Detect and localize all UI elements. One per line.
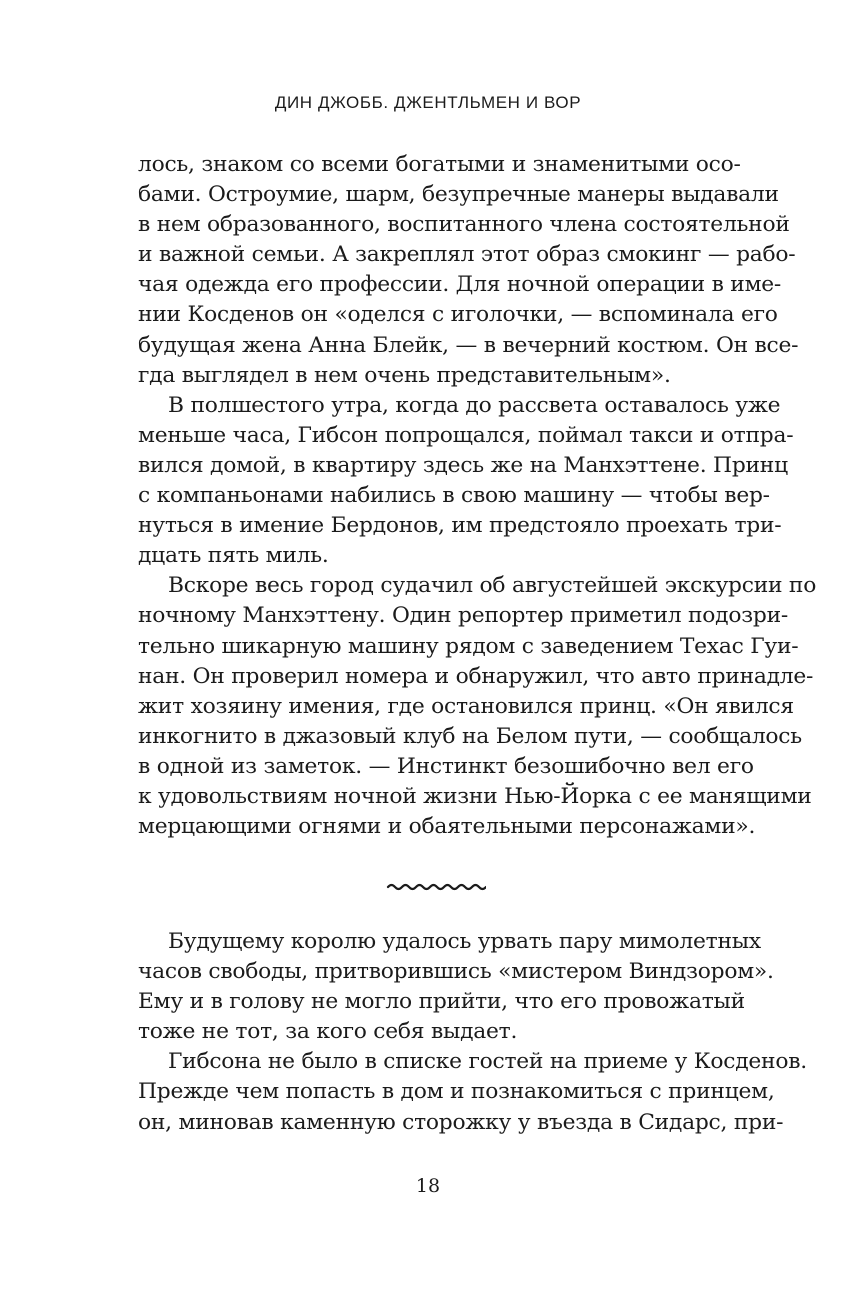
text-line: Будущему королю удалось урвать пару мимолетных [168, 929, 761, 954]
text-line: нан. Он проверил номера и обнаружил, что авто принадле- [138, 663, 814, 689]
text-line: тоже не тот, за кого себя выдает. [138, 1019, 518, 1045]
text-line: Ему и в голову не могло прийти, что его провожатый [138, 989, 745, 1015]
text-line: лось, знаком со всеми богатыми и знаменитыми осо- [138, 152, 741, 177]
text-line: жит хозяину имения, где остановился принц. «Он явился [138, 693, 794, 719]
text-line: Гибсона не было в списке гостей на приеме у Косденов. [168, 1049, 807, 1075]
text-line: В полшестого утра, когда до рассвета оставалось уже [168, 392, 781, 418]
page-number: 18 [415, 1175, 441, 1197]
text-line: нии Косденов он «оделся с иголочки, — вспоминала его [138, 302, 778, 328]
text-line: гда выглядел в нем очень представительным». [138, 362, 671, 388]
text-line: дцать пять миль. [138, 543, 329, 569]
text-line: ночному Манхэттену. Один репортер приметил подозри- [138, 603, 788, 629]
text-line: часов свободы, притворившись «мистером Виндзором». [138, 959, 774, 985]
text-line: к удовольствиям ночной жизни Нью-Йорка с ее манящими [138, 783, 812, 809]
text-line: он, миновав каменную сторожку у въезда в Сидарс, при- [138, 1109, 784, 1135]
section-after-break [138, 927, 807, 1138]
text-line: и важной семьи. А закреплял этот образ смокинг — рабо- [138, 242, 796, 268]
text-line: мерцающими огнями и обаятельными персонажами». [138, 814, 756, 840]
text-line: в нем образованного, воспитанного члена состоятельной [138, 212, 790, 238]
section-break-ornament [386, 881, 486, 893]
running-title: ДИН ДЖОББ. ДЖЕНТЛЬМЕН И ВОР [274, 93, 582, 112]
text-line: будущая жена Анна Блейк, — в вечерний костюм. Он все- [138, 332, 799, 358]
text-line: нуться в имение Бердонов, им предстояло проехать три- [138, 513, 782, 539]
text-line: инкогнито в джазовый клуб на Белом пути, — сообщалось [138, 723, 802, 749]
text-line: с компаньонами набились в свою машину — чтобы вер- [138, 483, 770, 509]
text-line: вился домой, в квартиру здесь же на Манхэттене. Принц [138, 452, 788, 478]
text-line: тельно шикарную машину рядом с заведением Техас Гуи- [138, 633, 799, 659]
text-line: Вскоре весь город судачил об августейшей экскурсии по [168, 573, 817, 599]
text-line: чая одежда его профессии. Для ночной операции в име- [138, 272, 782, 298]
section-before-break [138, 150, 817, 842]
text-line: бами. Остроумие, шарм, безупречные манеры выдавали [138, 182, 779, 208]
text-line: Прежде чем попасть в дом и познакомиться с принцем, [138, 1079, 775, 1105]
text-line: меньше часа, Гибсон попрощался, поймал такси и отпра- [138, 422, 794, 448]
text-line: в одной из заметок. — Инстинкт безошибочно вел его [138, 753, 754, 779]
